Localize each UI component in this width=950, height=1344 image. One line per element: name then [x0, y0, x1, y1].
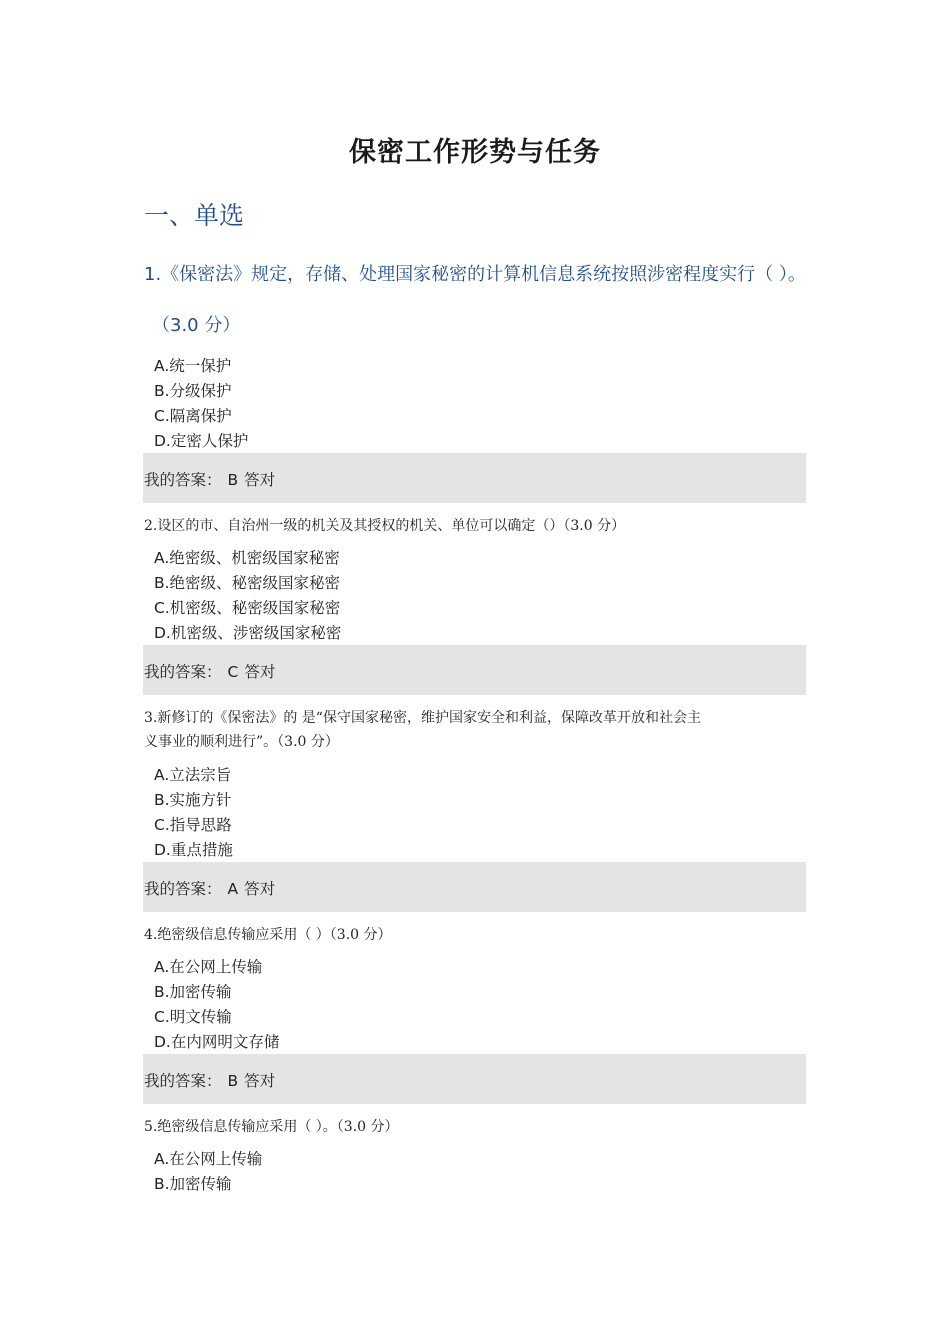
question-4-answer-box: [143, 1054, 806, 1104]
option-a: A.在公网上传输: [154, 1150, 263, 1168]
option-a: A.绝密级、机密级国家秘密: [154, 549, 340, 567]
option-a: A.立法宗旨: [154, 766, 232, 784]
answer-label: 我的答案：: [144, 880, 222, 898]
option-b: B.加密传输: [154, 983, 232, 1001]
question-1-options: [154, 354, 248, 454]
question-5-text: 5.绝密级信息传输应采用（ ）。（3.0 分）: [144, 1119, 399, 1135]
option-d: D.重点措施: [154, 841, 233, 859]
option-c: C.指导思路: [154, 816, 232, 834]
question-4-text: 4.绝密级信息传输应采用（ ）（3.0 分）: [144, 927, 392, 943]
answer-line: [144, 645, 281, 695]
option-b: B.绝密级、秘密级国家秘密: [154, 574, 341, 592]
answer-label: 我的答案：: [144, 1072, 222, 1090]
question-2-text: 2.设区的市、自治州一级的机关及其授权的机关、单位可以确定（）（3.0 分）: [144, 518, 626, 534]
question-3-options: [154, 763, 233, 863]
question-3-answer-box: [143, 862, 806, 912]
question-2-answer-box: [143, 645, 806, 695]
answer-result: 答对: [244, 471, 276, 489]
answer-value: B: [227, 471, 239, 489]
option-b: B.加密传输: [154, 1175, 232, 1193]
answer-label: 我的答案：: [144, 471, 222, 489]
question-5-options: [154, 1147, 262, 1197]
option-a: A.在公网上传输: [154, 958, 263, 976]
question-1-text: 1.《保密法》规定，存储、处理国家秘密的计算机信息系统按照涉密程度实行（ ）。: [144, 264, 806, 285]
option-b: B.实施方针: [154, 791, 232, 809]
question-3-text: [144, 706, 806, 754]
answer-value: B: [227, 1072, 239, 1090]
section-heading: 一、单选: [144, 201, 245, 230]
option-b: B.分级保护: [154, 382, 232, 400]
question-1-score: （3.0 分）: [152, 315, 241, 336]
answer-value: A: [227, 880, 239, 898]
option-d: D.在内网明文存储: [154, 1033, 280, 1051]
question-2-options: [154, 546, 341, 646]
option-d: D.机密级、涉密级国家秘密: [154, 624, 342, 642]
answer-line: [144, 453, 281, 503]
option-c: C.隔离保护: [154, 407, 232, 425]
answer-result: 答对: [244, 663, 276, 681]
question-1-answer-box: [143, 453, 806, 503]
answer-value: C: [227, 663, 239, 681]
answer-line: [144, 862, 281, 912]
question-3-line-1: 3.新修订的《保密法》的 是“保守国家秘密，维护国家安全和利益，保障改革开放和社会主: [144, 710, 701, 726]
option-a: A.统一保护: [154, 357, 232, 375]
answer-result: 答对: [244, 1072, 276, 1090]
question-4-options: [154, 955, 279, 1055]
option-c: C.明文传输: [154, 1008, 232, 1026]
option-d: D.定密人保护: [154, 432, 249, 450]
option-c: C.机密级、秘密级国家秘密: [154, 599, 341, 617]
question-3-line-2: 义事业的顺利进行”。（3.0 分）: [144, 734, 339, 750]
answer-result: 答对: [244, 880, 276, 898]
answer-line: [144, 1054, 281, 1104]
document-title: 保密工作形势与任务: [349, 137, 601, 168]
answer-label: 我的答案：: [144, 663, 222, 681]
